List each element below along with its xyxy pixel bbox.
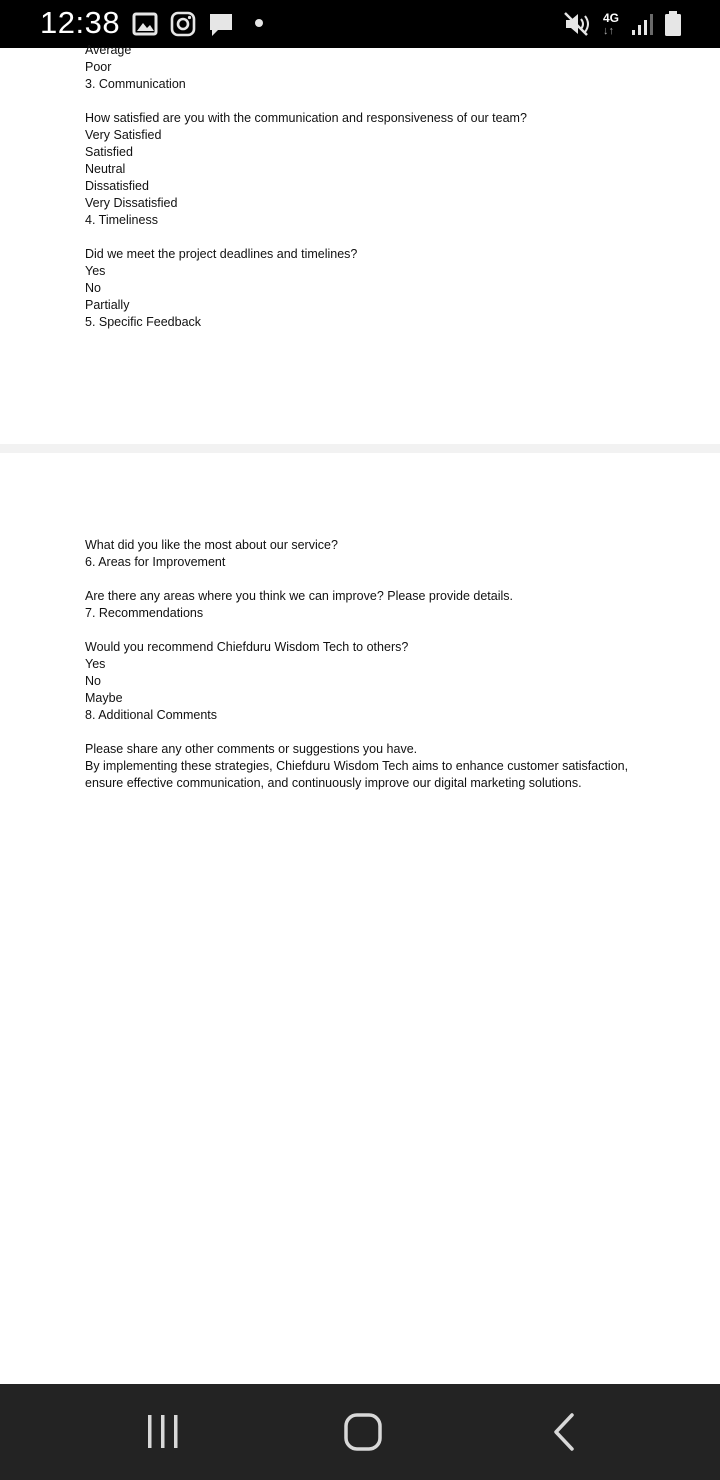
instagram-icon <box>170 11 196 37</box>
section-heading: 4. Timeliness <box>85 213 158 227</box>
text-line: Yes <box>85 264 106 278</box>
text-line: Very Dissatisfied <box>85 196 178 210</box>
document-page-1[interactable] <box>0 43 720 444</box>
network-type: 4G <box>603 11 620 25</box>
section-heading: 5. Specific Feedback <box>85 315 202 329</box>
status-bar <box>0 0 720 48</box>
back-icon[interactable] <box>550 1412 580 1452</box>
text-line: Poor <box>85 60 112 74</box>
text-line: Partially <box>85 298 130 312</box>
text-line: Maybe <box>85 691 123 705</box>
section-heading: 7. Recommendations <box>85 606 204 620</box>
battery-icon <box>663 10 683 38</box>
page-separator <box>0 444 720 453</box>
home-icon[interactable] <box>343 1412 383 1452</box>
text-line: Dissatisfied <box>85 179 149 193</box>
text-line: Average <box>85 43 132 57</box>
recent-apps-icon[interactable] <box>145 1412 181 1452</box>
text-line: No <box>85 674 101 688</box>
text-line: Neutral <box>85 162 126 176</box>
question-text: Please share any other comments or suggestions you have. <box>85 742 418 756</box>
blank-line <box>85 622 630 639</box>
section-heading: 6. Areas for Improvement <box>85 555 226 569</box>
signal-icon <box>631 12 655 36</box>
closing-paragraph: By implementing these strategies, Chiefduru Wisdom Tech aims to enhance customer satisfaction, ensure effective communication, and continuously improve our digital marketing solutions. <box>85 759 629 790</box>
question-text: Did we meet the project deadlines and timelines? <box>85 247 358 261</box>
blank-line <box>85 229 630 246</box>
status-time: 12:38 <box>40 5 121 40</box>
page-1-text <box>85 42 630 331</box>
question-text: Are there any areas where you think we can improve? Please provide details. <box>85 589 514 603</box>
navigation-bar <box>0 1384 720 1480</box>
blank-line <box>85 93 630 110</box>
document-page-2[interactable] <box>0 453 720 1384</box>
question-text: Would you recommend Chiefduru Wisdom Tech to others? <box>85 640 409 654</box>
text-line: Satisfied <box>85 145 133 159</box>
text-line: Yes <box>85 657 106 671</box>
gallery-icon <box>132 12 158 36</box>
question-text: What did you like the most about our service? <box>85 538 338 552</box>
page-2-text <box>85 537 630 792</box>
blank-line <box>85 571 630 588</box>
text-line: Very Satisfied <box>85 128 162 142</box>
message-icon <box>207 11 235 39</box>
mute-icon <box>563 11 593 37</box>
section-heading: 3. Communication <box>85 77 186 91</box>
question-text: How satisfied are you with the communication and responsiveness of our team? <box>85 111 527 125</box>
network-activity-icon: ↓↑ <box>603 25 614 37</box>
section-heading: 8. Additional Comments <box>85 708 218 722</box>
text-line: No <box>85 281 101 295</box>
blank-line <box>85 724 630 741</box>
notification-dot-icon <box>255 19 263 27</box>
